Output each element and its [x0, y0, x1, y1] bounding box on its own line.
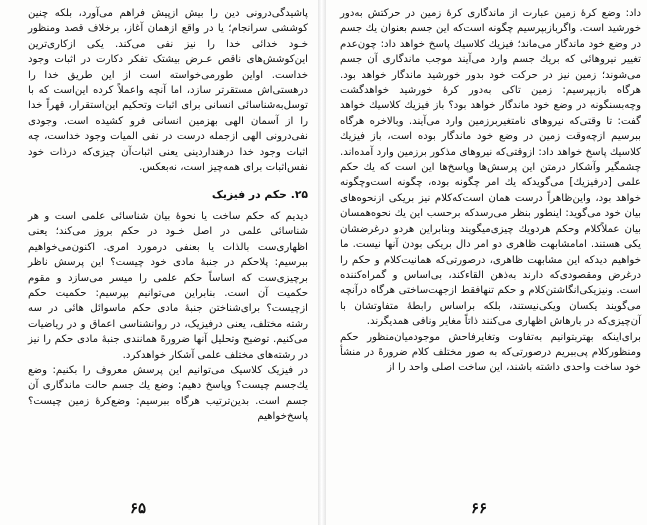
- right-paragraph-1: داد: وضع کرهٔ زمین عبارت از ماندگاری کرهٔ زمین در حرکتش به‌دور خورشید است. واگرباز‌بپرسیم چگونه است‌که این جسم بعنوان یك جسم در وضع خود ماندگار می‌ماند؛ فیزیك کلاسیك پاسخ خواهد داد: چون‌عدم تغییر نیروهائی که بریك جسم وارد می‌آیند موجب ماندگاری آن جسم می‌شوند؛ زمین نیز در حرکت خود بدور خورشید ماندگار خواهد بود. هرگاه بازبپرسیم: زمین تاکی به‌دور کرهٔ خورشید خواهدگشت وچه‌بسنگونه در وضع خود ماندگار خواهد بود؟ باز فیزیك کلاسیك خواهد گفت: تا وقتی‌که نیروهای نامتغیربرزمین وارد می‌آیند. وبالاخره هرگاه ببرسیم ازچه‌وقت زمین در وضع خود ماندگار بوده است، باز فیزیك کلاسیك پاسخ خواهد داد: ازوقتی‌که نیروهای مذکور برزمین وارد آمده‌اند. چشمگیر وآشکار درمتن این پرسش‌ها وپاسخ‌ها این است که یك حکم علمی [درفیزیك] می‌گوید‌که یك امر چگونه بوده، چگونه است‌وچگونه خواهد بود، واین‌ظاهراً درست همان است‌که‌کلام نیز بریکی ازنحوه‌های بیان خود می‌گوید: اینطور بنظر می‌رسد‌که برحسب این یك نحوه‌همسان بیان عملاً‌کلام وحکم هردویك چیزی‌میگویند وبنابراین هردو درغرضشان یکی هستند. امامشابهت ظاهری دو امر دال بریکی بودن آنها نیست. ما خواهیم دید‌که این مشابهت ظاهری، درصورتی‌که همانیت‌کلام و حکم را درغرض ومقصودی‌که دارند به‌ذهن القاءکند، بی‌اساس و گمراه‌کننده است. ونیزیکی‌انگاشتن‌کلام و حکم تنهافقط ازجهت‌ساختی هرگاه درآنچه می‌گویند یکسان ویکی‌نیستند، بلکه براساس رابطهٔ متفاوتشان با آن‌چیزی‌که در بارهاش اظهاری می‌کنند ذاتاً مغایر ونافی همدیگرند.: [340, 8, 641, 328]
- section-heading: ۲۵. حکم در فیزیک: [211, 188, 308, 202]
- left-paragraph-1: پاشیدگی‌درونی دین را بیش ازپیش فراهم می‌آورد، بلکه چنین کوششی سرانجام؛ یا در واقع ازهمان آغاز، برخلاف قصد ومنظور خـود خدائی خدا را نیز نفی می‌کند. یکی ازکاری‌ترین این‌کوشش‌های ناقص عـرض بیشتک تفکر دکارت در اثبات وجود خداست. اواین‌ طورمی‌خواسته است از این طریق خدا را درهستی‌اش مستقرتر سازد، اما آنچه واعملاً کرده این‌است که با توسل‌به‌شناسائی انسانی برای اثبات وتحکیم این‌استقرار، قهراً خدا را از آسمان الهی بهزمین انسانی فرو کشیده است. وجودی نفی‌درونی الهی ازجمله درست در نفی المیات وجود خداست، چه اثبات وجود خدا درهنداردینی یعنی اثبات‌آن چیزی‌که درذات خود نفس‌اثبات برای همه‌چیز است، نه‌بعکس.: [28, 8, 308, 174]
- right-paragraph-2: برای‌اینکه بهتربتوانیم به‌تفاوت وتغایرفاحش موجودمیان‌منظور حکم ومنظورکلام پی‌ببریم درصورتی‌که به صور مختلف کلام ضرورهً در منشأ خود ساخت واحدی داشته باشند، این ساخت اصلی واحد را از: [340, 331, 641, 374]
- left-paragraph-2: دیدیم که حکم ساخت یا نحوهٔ بیان شناسائی علمی است و هر شناسائی علمی در اصل خـود در حکم بروز می‌کند؛ یعنی اظهاری‌ست بالذات یا بعنفی درمورد امری. اکنون‌می‌خواهیم ببرسیم: پلاحکم در جنبهٔ مادی خود چیست؟ این پرسش ناظر برچیزی‌ست که اساساً حکم علمی را میسر می‌سازد و مقوم حکمیت آن است. بنابراین می‌توانیم بپرسیم: حکمیت حکم ازچیست؟ برای‌شناختن جنبهٔ مادی حکم ماسوائل هائی در سه رشته مختلف، یعنی درفیزیک، در روانشناسی اعماق و در ریاضیات می‌کنیم. توضیح وتحلیل آنها ضرورهً همانندی جنبهٔ مادی حکم را نیز در رشته‌های مختلف علمی آشکار خواهدکرد.: [28, 210, 308, 361]
- book-gutter: [318, 0, 326, 525]
- left-page-number: ۶۵: [130, 499, 147, 517]
- right-page: [326, 0, 647, 525]
- right-page-number: ۶۶: [471, 499, 488, 517]
- left-page-body: [28, 6, 308, 425]
- right-page-body: [340, 6, 641, 376]
- left-paragraph-3: در فیزیک کلاسیک می‌توانیم این پرسش معروف را بکنیم: وضع یك‌جسم چیست؟ وپاسخ دهیم: وضع یك جسم حالت ماندگاری آن جسم است. بدین‌ترتیب هرگاه ببرسیم: وضع‌کرهٔ زمین چیست؟ پاسخ‌خواهیم: [28, 364, 308, 423]
- left-page: [0, 0, 318, 525]
